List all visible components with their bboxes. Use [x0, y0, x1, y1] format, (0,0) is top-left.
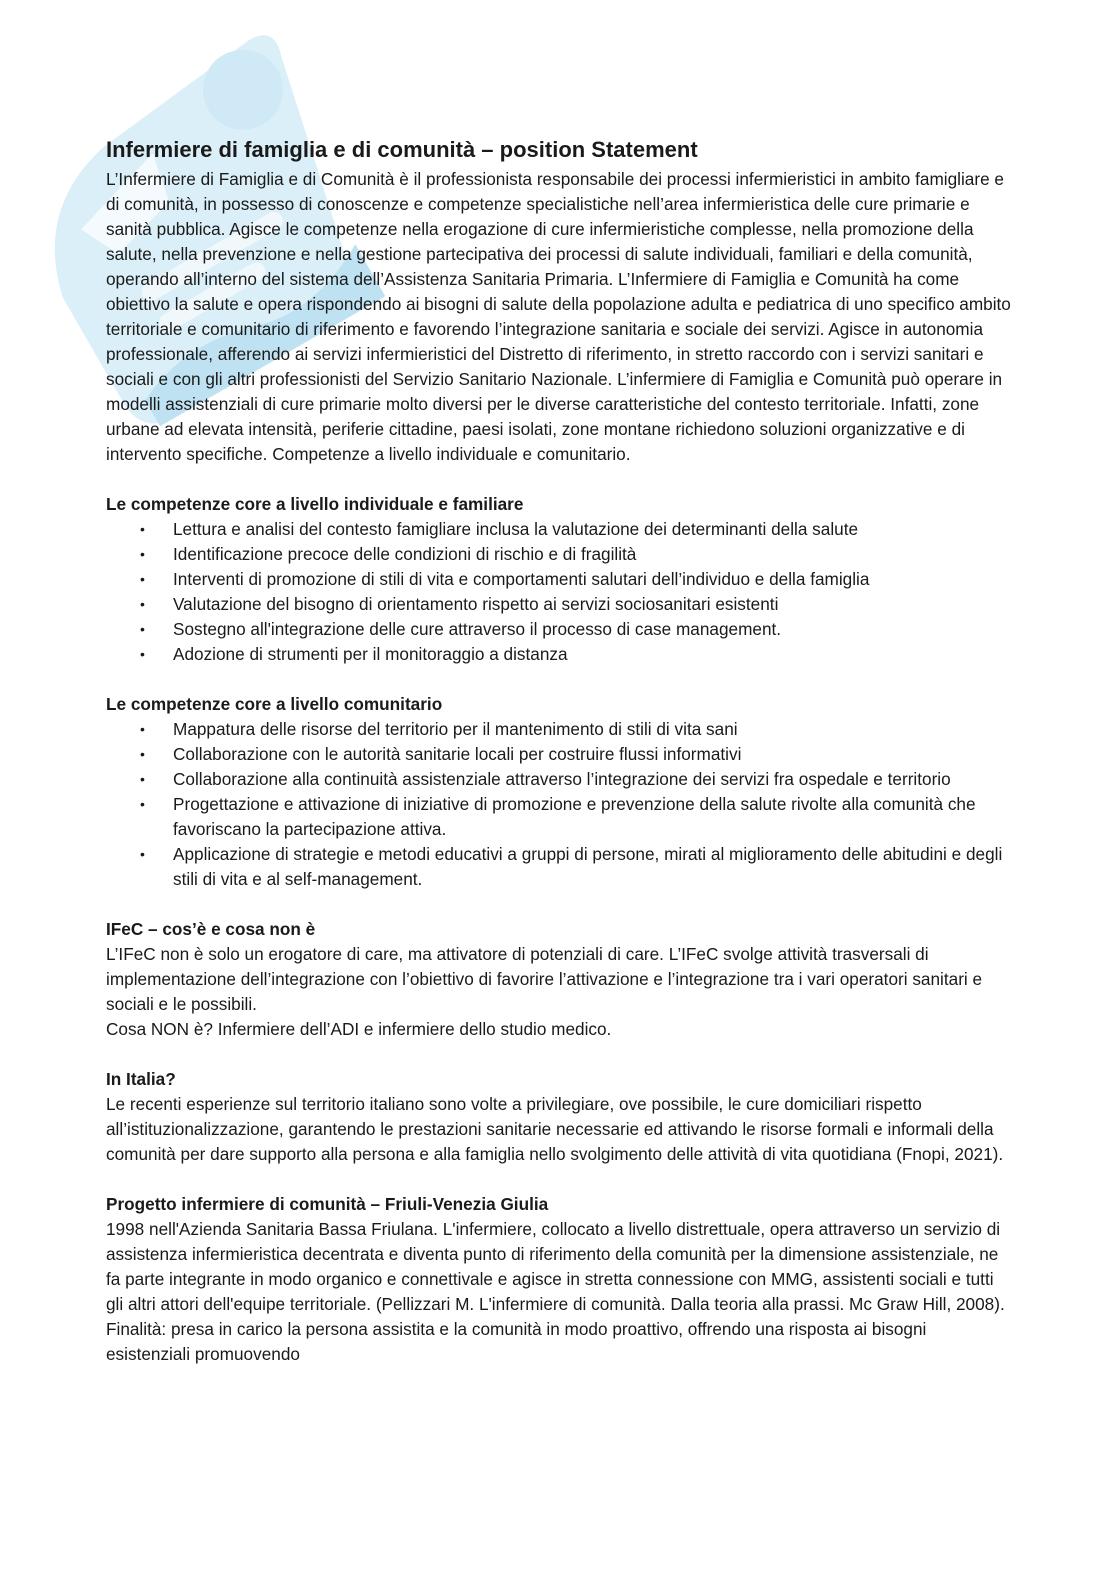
list-item: • Interventi di promozione di stili di vita e comportamenti salutari dell’individuo e della famiglia: [106, 567, 1011, 592]
fvg-paragraph: 1998 nell'Azienda Sanitaria Bassa Friulana. L'infermiere, collocato a livello distrettuale, opera attraverso un servizio di assistenza infermieristica decentrata e diventa punto di riferimento della comunità per la dimensione assistenziale, ne fa parte integrante in modo organico e connettivale e agisce in stretta connessione con MMG, assistenti sociali e tutti gli altri attori dell'equipe territoriale. (Pellizzari M. L'infermiere di comunità. Dalla teoria alla prassi. Mc Graw Hill, 2008). Finalità: presa in carico la persona assistita e la comunità in modo proattivo, offrendo una risposta ai bisogni esistenziali promuovendo: [106, 1219, 1005, 1364]
list-item: • Collaborazione alla continuità assistenziale attraverso l’integrazione dei servizi fra ospedale e territorio: [106, 767, 1011, 792]
fvg-section: [106, 1192, 1011, 1367]
fvg-heading: Progetto infermiere di comunità – Friuli-Venezia Giulia: [106, 1194, 549, 1214]
individual-competences-section: [106, 492, 1011, 667]
ifec-not-line: Cosa NON è? Infermiere dell’ADI e infermiere dello studio medico.: [106, 1019, 612, 1039]
list-item: • Identificazione precoce delle condizioni di rischio e di fragilità: [106, 542, 1011, 567]
list-item: • Applicazione di strategie e metodi educativi a gruppi di persone, mirati al miglioramento delle abitudini e degli stili di vita e al self-management.: [106, 842, 1011, 892]
list-item: • Valutazione del bisogno di orientamento rispetto ai servizi sociosanitari esistenti: [106, 592, 1011, 617]
italy-heading: In Italia?: [106, 1069, 176, 1089]
intro-paragraph: L’Infermiere di Famiglia e di Comunità è il professionista responsabile dei processi infermieristici in ambito famigliare e di comunità, in possesso di conoscenze e competenze specialistiche nell’area infermieristica delle cure primarie e sanità pubblica. Agisce le competenze nella erogazione di cure infermieristiche complesse, nella promozione della salute, nella prevenzione e nella gestione partecipativa dei processi di salute individuali, familiari e della comunità, operando all’interno del sistema dell’Assistenza Sanitaria Primaria. L’Infermiere di Famiglia e Comunità ha come obiettivo la salute e opera rispondendo ai bisogni di salute della popolazione adulta e pediatrica di uno specifico ambito territoriale e comunitario di riferimento e favorendo l’integrazione sanitaria e sociale dei servizi. Agisce in autonomia professionale, afferendo ai servizi infermieristici del Distretto di riferimento, in stretto raccordo con i servizi sanitari e sociali e con gli altri professionisti del Servizio Sanitario Nazionale. L’infermiere di Famiglia e Comunità può operare in modelli assistenziali di cure primarie molto diversi per le diverse caratteristiche del contesto territoriale. Infatti, zone urbane ad elevata intensità, periferie cittadine, paesi isolati, zone montane richiedono soluzioni organizzative e di intervento specifiche. Competenze a livello individuale e comunitario.: [106, 169, 1011, 464]
italy-section: [106, 1067, 1011, 1167]
list-item: • Adozione di strumenti per il monitoraggio a distanza: [106, 642, 1011, 667]
list-item: • Mappatura delle risorse del territorio per il mantenimento di stili di vita sani: [106, 717, 1011, 742]
italy-paragraph: Le recenti esperienze sul territorio italiano sono volte a privilegiare, ove possibile, le cure domiciliari rispetto all’istituzionalizzazione, garantendo le prestazioni sanitarie necessarie ed attivando le risorse formali e informali della comunità per dare supporto alla persona e alla famiglia nello svolgimento delle attività di vita quotidiana (Fnopi, 2021).: [106, 1094, 1004, 1164]
community-competences-heading: Le competenze core a livello comunitario: [106, 694, 443, 714]
individual-competences-heading: Le competenze core a livello individuale e familiare: [106, 494, 524, 514]
ifec-paragraph: L’IFeC non è solo un erogatore di care, ma attivatore di potenziali di care. L’IFeC svolge attività trasversali di implementazione dell’integrazione con l’obiettivo di favorire l’attivazione e l’integrazione tra i vari operatori sanitari e sociali e le possibili.: [106, 944, 983, 1014]
community-competences-list: [106, 717, 1011, 892]
ifec-section: [106, 917, 1011, 1042]
list-item: • Sostegno all'integrazione delle cure attraverso il processo di case management.: [106, 617, 1011, 642]
ifec-heading: IFeC – cos’è e cosa non è: [106, 919, 316, 939]
document-title: Infermiere di famiglia e di comunità – position Statement: [106, 137, 698, 162]
individual-competences-list: [106, 517, 1011, 667]
list-item: • Progettazione e attivazione di iniziative di promozione e prevenzione della salute rivolte alla comunità che favoriscano la partecipazione attiva.: [106, 792, 1011, 842]
list-item: • Lettura e analisi del contesto famigliare inclusa la valutazione dei determinanti della salute: [106, 517, 1011, 542]
community-competences-section: [106, 692, 1011, 892]
list-item: • Collaborazione con le autorità sanitarie locali per costruire flussi informativi: [106, 742, 1011, 767]
document-page: [106, 135, 1011, 1367]
